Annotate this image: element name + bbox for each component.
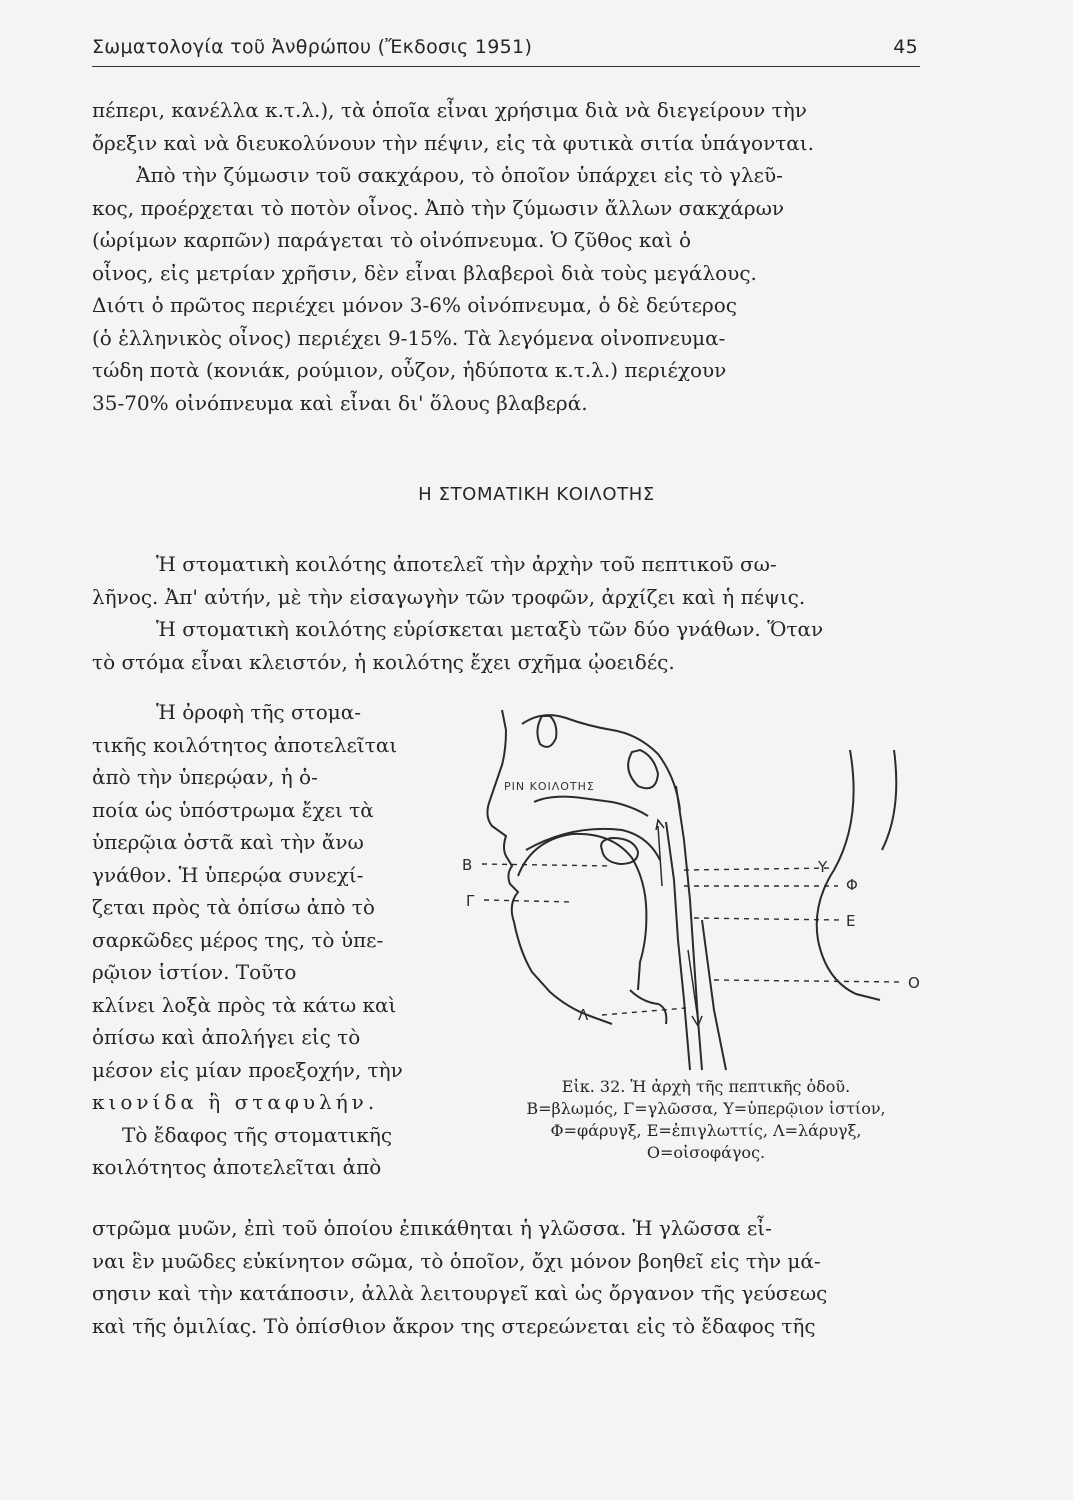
larynx-outline — [630, 990, 666, 1024]
text-line: ὀπίσω καὶ ἀπολήγει εἰς τὸ — [92, 1025, 361, 1049]
leader-line-O — [714, 980, 902, 982]
leader-line-L — [602, 1008, 686, 1015]
caption-line: Β=βλωμός, Γ=γλῶσσα, Υ=ὑπερῷιον ἱστίον, — [526, 1099, 886, 1118]
text-line: ὑπερῷια ὀστᾶ καὶ τὴν ἄνω — [92, 830, 364, 854]
leader-line-G — [484, 900, 572, 902]
caption-line: Ο=οἰσοφάγος. — [646, 1143, 766, 1162]
running-title: Σωματολογία τοῦ Ἀνθρώπου (Ἔκδοσις 1951) — [92, 36, 533, 58]
label-l: Λ — [578, 1006, 589, 1024]
digestive-tract-diagram — [462, 690, 942, 1080]
text-line: γνάθον. Ἡ ὑπερῴα συνεχί- — [92, 862, 364, 887]
text-line: τὸ στόμα εἶναι κλειστόν, ἡ κοιλότης ἔχει σχῆμα ᾠοειδές. — [92, 649, 675, 674]
label-g: Γ — [466, 892, 475, 910]
frontal-sinus — [537, 716, 556, 747]
text-line: Διότι ὁ πρῶτος περιέχει μόνον 3-6% οἰνόπνευμα, ὁ δὲ δεύτερος — [92, 293, 737, 317]
label-b: Β — [462, 856, 473, 874]
head-profile-outline — [487, 710, 612, 1024]
text-line: (ὁ ἑλληνικὸς οἶνος) περιέχει 9-15%. Τὰ λεγόμενα οἰνοπνευμα- — [92, 325, 726, 350]
section-heading: Η ΣΤΟΜΑΤΙΚΗ ΚΟΙΛΟΤΗΣ — [418, 484, 655, 505]
esophagus-tube — [702, 920, 726, 1070]
figure-caption — [466, 1076, 946, 1164]
leader-line-E — [694, 918, 840, 920]
text-line: Ἡ ὀροφὴ τῆς στομα- — [156, 700, 362, 724]
label-o: Ο — [908, 974, 920, 992]
text-line: ἀπὸ τὴν ὑπερῴαν, ἡ ὁ- — [92, 765, 318, 789]
text-line: λῆνος. Ἀπ' αὐτήν, μὲ τὴν εἰσαγωγὴν τῶν τροφῶν, ἀρχίζει καὶ ἡ πέψις. — [92, 584, 806, 609]
neck-curve-line — [882, 750, 896, 850]
tongue-outline — [518, 834, 646, 990]
text-line: οἶνος, εἰς μετρίαν χρῆσιν, δὲν εἶναι βλαβεροὶ διὰ τοὺς μεγάλους. — [92, 260, 757, 285]
text-line: στρῶμα μυῶν, ἐπὶ τοῦ ὁποίου ἐπικάθηται ἡ γλῶσσα. Ἡ γλῶσσα εἶ- — [92, 1216, 772, 1240]
text-line: ὄρεξιν καὶ νὰ διευκολύνουν τὴν πέψιν, εἰς τὰ φυτικὰ σιτία ὑπάγονται. — [92, 130, 814, 155]
label-f: Φ — [846, 876, 858, 894]
caption-line: Εἰκ. 32. Ἡ ἀρχὴ τῆς πεπτικῆς ὁδοῦ. — [561, 1077, 851, 1096]
text-line: πέπερι, κανέλλα κ.τ.λ.), τὰ ὁποῖα εἶναι χρήσιμα διὰ νὰ διεγείρουν τὴν — [92, 98, 807, 122]
closing-paragraph — [92, 1212, 932, 1342]
food-path-arrow — [656, 820, 664, 886]
text-line: 35-70% οἰνόπνευμα καὶ εἶναι δι' ὅλους βλαβερά. — [92, 390, 588, 415]
text-line: Ἡ στοματικὴ κοιλότης ἀποτελεῖ τὴν ἀρχὴν τοῦ πεπτικοῦ σω- — [156, 552, 777, 576]
label-y: Υ — [818, 858, 828, 876]
nasal-cavity-roof — [522, 715, 680, 810]
text-line: κος, προέρχεται τὸ ποτὸν οἶνος. Ἀπὸ τὴν ζύμωσιν ἄλλων σακχάρων — [92, 195, 785, 220]
text-line: τώδη ποτὰ (κονιάκ, ρούμιον, οὖζον, ἡδύποτα κ.τ.λ.) περιέχουν — [92, 358, 727, 382]
text-line: κιονίδα ἢ σταφυλήν. — [92, 1090, 379, 1114]
text-line: μέσον εἰς μίαν προεξοχήν, τὴν — [92, 1057, 403, 1082]
nasal-cavity-label: ΡΙΝ ΚΟΙΛΟΤΗΣ — [504, 780, 595, 793]
nasal-cavity-floor — [534, 797, 648, 816]
text-line: ναι ἓν μυῶδες εὐκίνητον σῶμα, τὸ ὁποῖον, ὄχι μόνον βοηθεῖ εἰς τὴν μά- — [92, 1248, 821, 1273]
palate-outline — [526, 829, 660, 860]
left-column-text — [92, 696, 462, 1184]
text-line: τικῆς κοιλότητος ἀποτελεῖται — [92, 732, 398, 757]
text-line: ζεται πρὸς τὰ ὀπίσω ἀπὸ τὸ — [92, 895, 375, 919]
page-number: 45 — [893, 36, 918, 58]
text-line: σαρκῶδες μέρος της, τὸ ὑπε- — [92, 927, 384, 952]
label-e: Ε — [846, 912, 856, 930]
text-line: ρῷιον ἱστίον. Τοῦτο — [92, 960, 297, 984]
leader-line-B — [482, 864, 612, 866]
leader-line-Y — [684, 868, 834, 870]
page-header — [92, 30, 920, 67]
text-line: Ἀπὸ τὴν ζύμωσιν τοῦ σακχάρου, τὸ ὁποῖον ὑπάρχει εἰς τὸ γλεῦ- — [136, 163, 783, 187]
text-line: καὶ τῆς ὁμιλίας. Τὸ ὀπίσθιον ἄκρον της στερεώνεται εἰς τὸ ἔδαφος τῆς — [92, 1313, 816, 1338]
caption-line: Φ=φάρυγξ, Ε=ἐπιγλωττίς, Λ=λάρυγξ, — [550, 1121, 862, 1140]
text-line: Τὸ ἔδαφος τῆς στοματικῆς — [122, 1122, 393, 1147]
text-line: κοιλότητος ἀποτελεῖται ἀπὸ — [92, 1155, 382, 1179]
text-line: ποία ὡς ὑπόστρωμα ἔχει τὰ — [92, 797, 374, 822]
text-line: σησιν καὶ τὴν κατάποσιν, ἀλλὰ λειτουργεῖ καὶ ὡς ὄργανον τῆς γεύσεως — [92, 1281, 828, 1305]
text-line: κλίνει λοξὰ πρὸς τὰ κάτω καὶ — [92, 992, 397, 1017]
intro-paragraph — [92, 94, 932, 419]
section-paragraph — [92, 548, 932, 678]
sphenoid-sinus — [628, 750, 658, 788]
text-line: (ὡρίμων καρπῶν) παράγεται τὸ οἰνόπνευμα. Ὁ ζῦθος καὶ ὁ — [92, 228, 692, 252]
text-line: Ἡ στοματικὴ κοιλότης εὑρίσκεται μεταξὺ τῶν δύο γνάθων. Ὅταν — [156, 617, 824, 641]
